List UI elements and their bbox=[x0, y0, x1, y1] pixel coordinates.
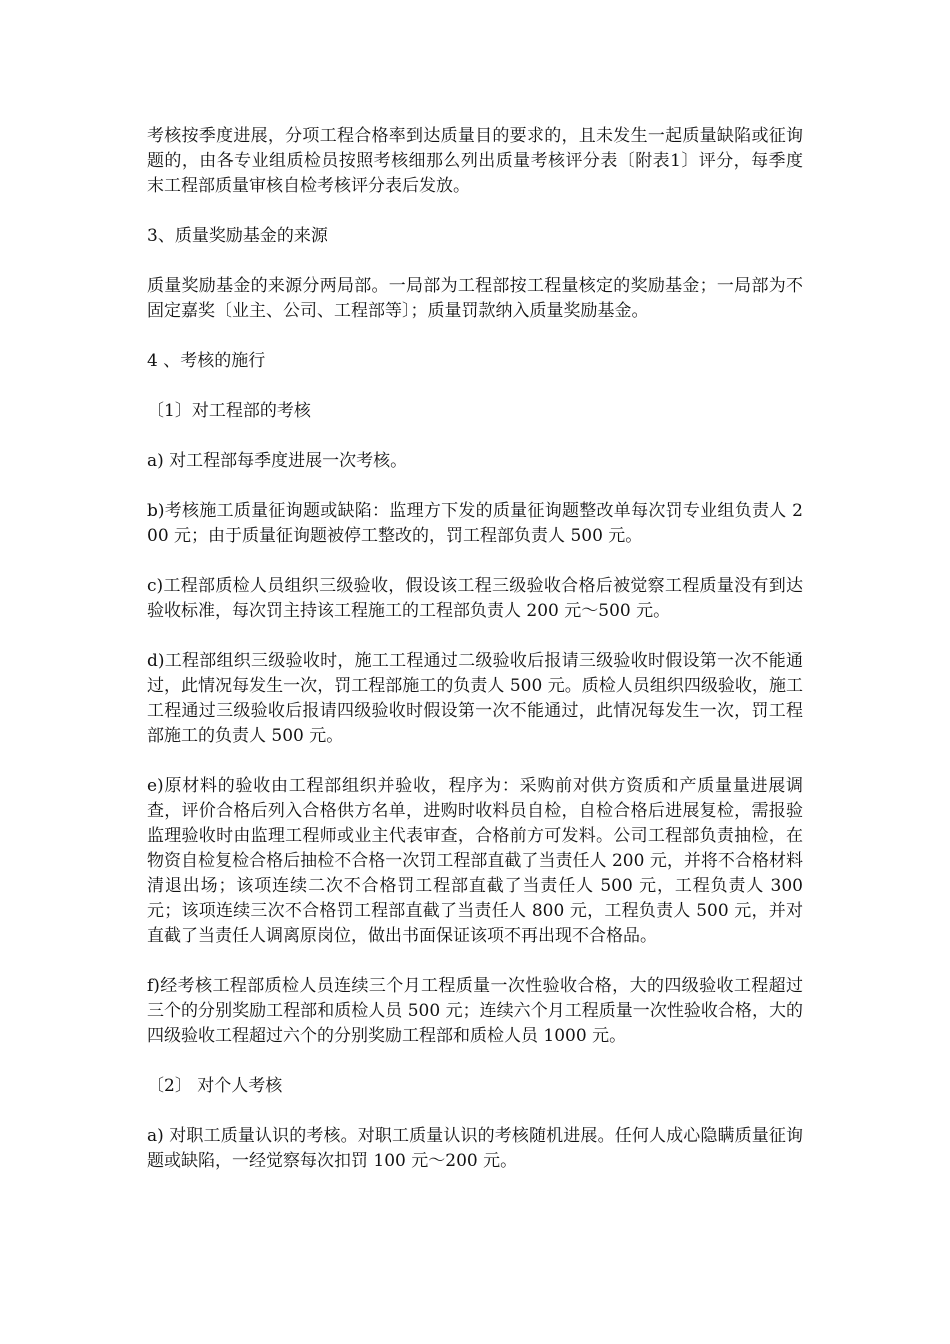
paragraph-item-e: e)原材料的验收由工程部组织并验收，程序为：采购前对供方资质和产质量量进展调查，评价合格后列入合格供方名单，进购时收料员自检，自检合格后进展复检，需报验监理验收时由监理工程师或业主代表审查，合格前方可发料。公司工程部负责抽检，在物资自检复检合格后抽检不合格一次罚工程部直截了当责任人 200 元，并将不合格材料清退出场；该项连续二次不合格罚工程部直截了当责任人 500 元，工程负责人 300 元；该项连续三次不合格罚工程部直截了当责任人 800 元，工程负责人 500 元，并对直截了当责任人调离原岗位，做出书面保证该项不再出现不合格品。 bbox=[147, 776, 803, 946]
subheading-department-assessment: 〔1〕对工程部的考核 bbox=[147, 401, 311, 421]
paragraph-reward-fund-source: 质量奖励基金的来源分两局部。一局部为工程部按工程量核定的奖励基金；一局部为不固定嘉奖〔业主、公司、工程部等〕；质量罚款纳入质量奖励基金。 bbox=[147, 276, 803, 321]
subheading-individual-assessment: 〔2〕 对个人考核 bbox=[147, 1076, 283, 1096]
paragraph-item-c: c)工程部质检人员组织三级验收，假设该工程三级验收合格后被觉察工程质量没有到达验收标准，每次罚主持该工程施工的工程部负责人 200 元～500 元。 bbox=[147, 576, 803, 621]
document-body bbox=[147, 124, 803, 1199]
paragraph-item-a: a) 对工程部每季度进展一次考核。 bbox=[147, 451, 408, 471]
paragraph-item-f: f)经考核工程部质检人员连续三个月工程质量一次性验收合格，大的四级验收工程超过三个的分别奖励工程部和质检人员 500 元；连续六个月工程质量一次性验收合格，大的四级验收工程超过六个的分别奖励工程部和质检人员 1000 元。 bbox=[147, 976, 803, 1046]
paragraph-assessment-intro: 考核按季度进展，分项工程合格率到达质量目的要求的，且未发生一起质量缺陷或征询题的，由各专业组质检员按照考核细那么列出质量考核评分表〔附表1〕评分，每季度末工程部质量审核自检考核评分表后发放。 bbox=[147, 126, 803, 196]
paragraph-individual-item-a: a) 对职工质量认识的考核。对职工质量认识的考核随机进展。任何人成心隐瞒质量征询题或缺陷，一经觉察每次扣罚 100 元～200 元。 bbox=[147, 1126, 803, 1171]
heading-reward-fund-source: 3、质量奖励基金的来源 bbox=[147, 226, 328, 246]
paragraph-item-b: b)考核施工质量征询题或缺陷：监理方下发的质量征询题整改单每次罚专业组负责人 200 元；由于质量征询题被停工整改的，罚工程部负责人 500 元。 bbox=[147, 501, 803, 546]
heading-assessment-implementation: 4 、考核的施行 bbox=[147, 351, 266, 371]
paragraph-item-d: d)工程部组织三级验收时，施工工程通过二级验收后报请三级验收时假设第一次不能通过，此情况每发生一次，罚工程部施工的负责人 500 元。质检人员组织四级验收，施工工程通过三级验收后报请四级验收时假设第一次不能通过，此情况每发生一次，罚工程部施工的负责人 500 元。 bbox=[147, 651, 803, 746]
